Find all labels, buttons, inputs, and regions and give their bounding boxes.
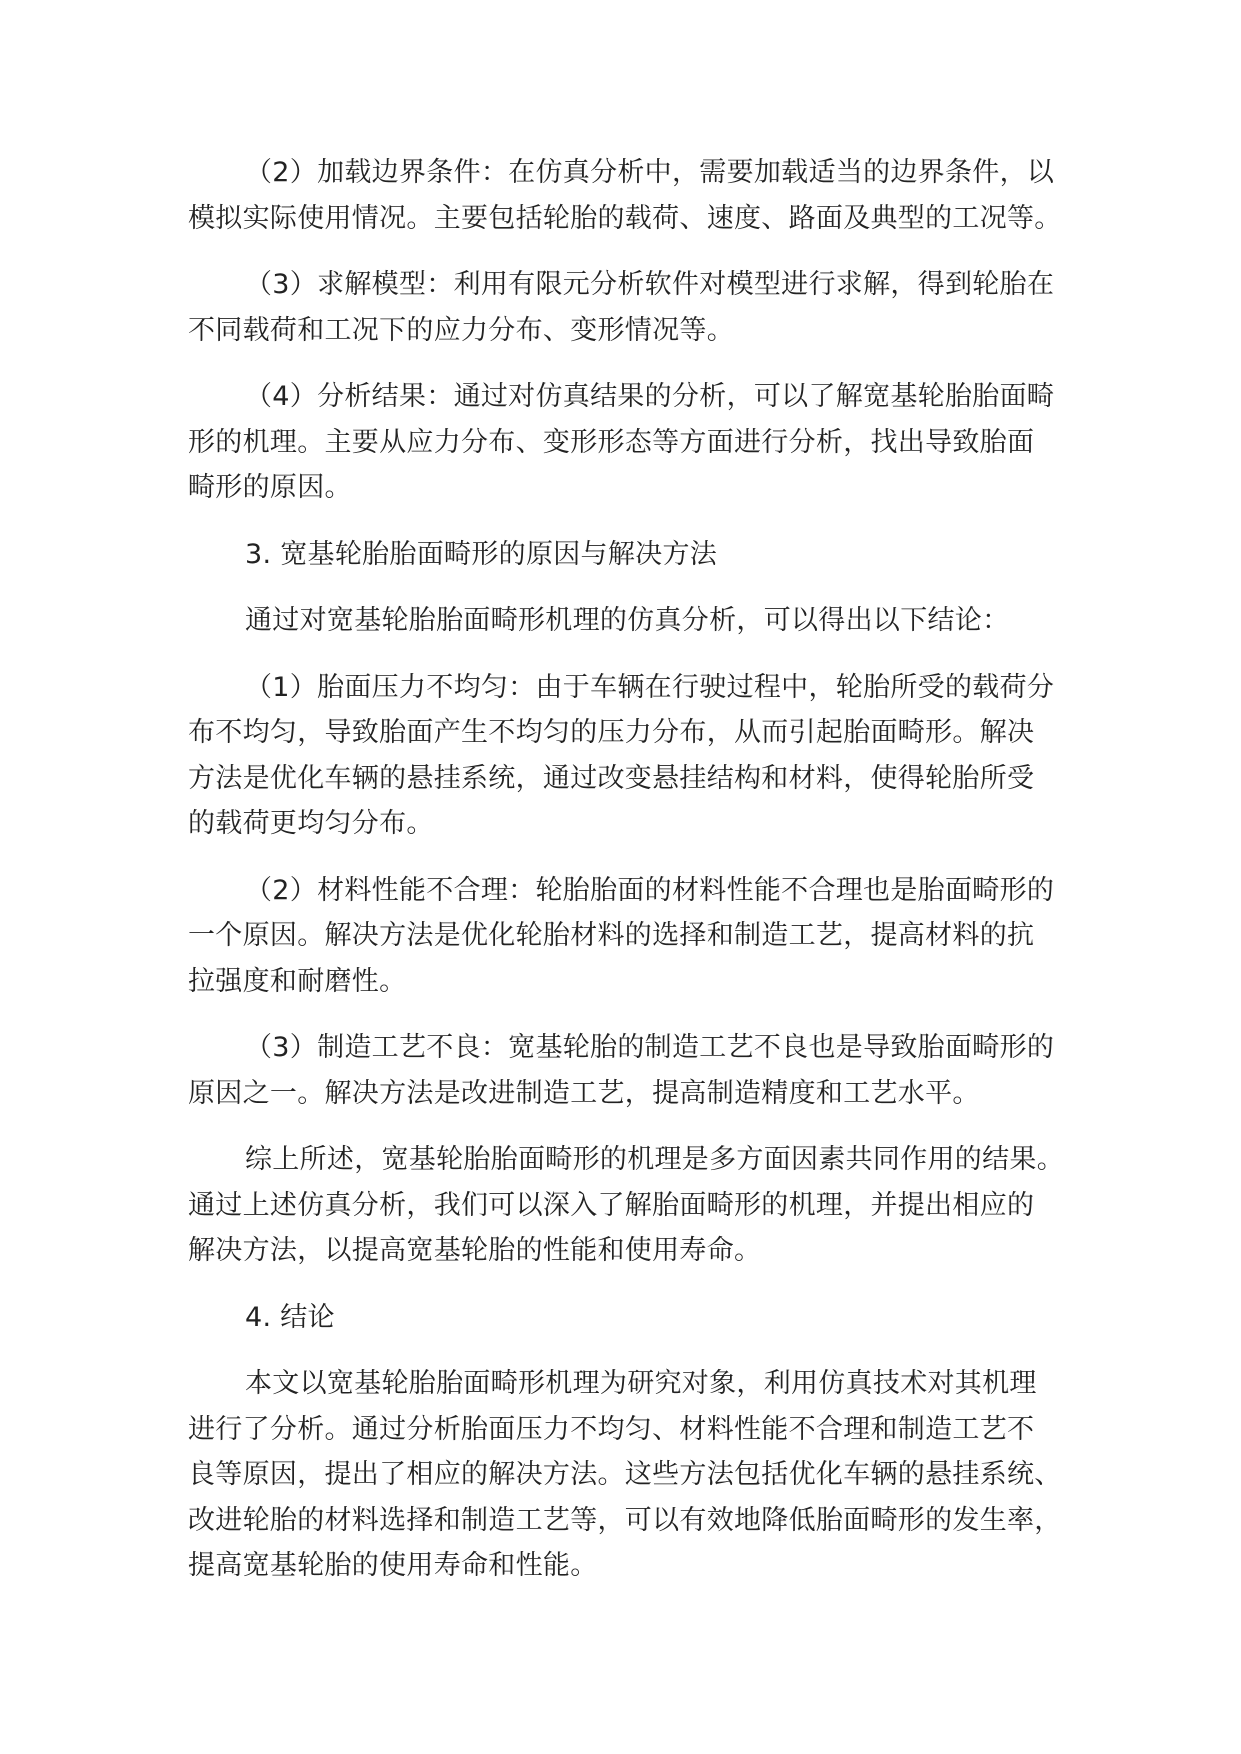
text-line: 良等原因，提出了相应的解决方法。这些方法包括优化车辆的悬挂系统、 [188, 1459, 1062, 1490]
text-line: 提高宽基轮胎的使用寿命和性能。 [188, 1550, 598, 1581]
text-line: 改进轮胎的材料选择和制造工艺等，可以有效地降低胎面畸形的发生率， [188, 1504, 1062, 1536]
text-line: 通过上述仿真分析，我们可以深入了解胎面畸形的机理，并提出相应的 [188, 1189, 1035, 1221]
text-line: 模拟实际使用情况。主要包括轮胎的载荷、速度、路面及典型的工况等。 [188, 202, 1062, 234]
document-body [188, 150, 1068, 1610]
paragraph-conclusions-intro [188, 598, 1068, 644]
paragraph-solve-model [188, 262, 1068, 353]
text-line: （2）材料性能不合理：轮胎胎面的材料性能不合理也是胎面畸形的 [245, 874, 1055, 906]
paragraph-summary [188, 1137, 1068, 1274]
text-line: 综上所述，宽基轮胎胎面畸形的机理是多方面因素共同作用的结果。 [245, 1144, 1064, 1175]
text-line: （3）求解模型：利用有限元分析软件对模型进行求解，得到轮胎在 [245, 269, 1055, 300]
paragraph-manufacturing-process [188, 1025, 1068, 1116]
text-line: 畸形的原因。 [188, 472, 352, 503]
heading-text: 3. 宽基轮胎胎面畸形的原因与解决方法 [245, 538, 718, 570]
text-line: （2）加载边界条件：在仿真分析中，需要加载适当的边界条件，以 [245, 157, 1055, 188]
text-line: （3）制造工艺不良：宽基轮胎的制造工艺不良也是导致胎面畸形的 [245, 1032, 1055, 1063]
paragraph-analyze-results [188, 374, 1068, 511]
paragraph-uneven-pressure [188, 665, 1068, 847]
text-line: 布不均匀，导致胎面产生不均匀的压力分布，从而引起胎面畸形。解决 [188, 717, 1035, 748]
text-line: 解决方法，以提高宽基轮胎的性能和使用寿命。 [188, 1235, 762, 1266]
section-heading-3 [188, 532, 1068, 578]
text-line: （1）胎面压力不均匀：由于车辆在行驶过程中，轮胎所受的载荷分 [245, 671, 1055, 703]
text-line: 方法是优化车辆的悬挂系统，通过改变悬挂结构和材料，使得轮胎所受 [188, 762, 1035, 794]
text-line: 拉强度和耐磨性。 [188, 965, 407, 997]
text-line: 的载荷更均匀分布。 [188, 808, 434, 839]
paragraph-material-performance [188, 868, 1068, 1005]
text-line: （4）分析结果：通过对仿真结果的分析，可以了解宽基轮胎胎面畸 [245, 381, 1055, 412]
paragraph-conclusion [188, 1361, 1068, 1589]
text-line: 进行了分析。通过分析胎面压力不均匀、材料性能不合理和制造工艺不 [188, 1413, 1035, 1445]
text-line: 通过对宽基轮胎胎面畸形机理的仿真分析，可以得出以下结论： [245, 605, 1010, 636]
text-line: 不同载荷和工况下的应力分布、变形情况等。 [188, 314, 734, 346]
text-line: 一个原因。解决方法是优化轮胎材料的选择和制造工艺，提高材料的抗 [188, 920, 1035, 951]
heading-text: 4. 结论 [245, 1301, 335, 1333]
text-line: 本文以宽基轮胎胎面畸形机理为研究对象，利用仿真技术对其机理 [245, 1368, 1037, 1399]
text-line: 形的机理。主要从应力分布、变形形态等方面进行分析，找出导致胎面 [188, 426, 1035, 458]
paragraph-load-boundary-conditions [188, 150, 1068, 241]
text-line: 原因之一。解决方法是改进制造工艺，提高制造精度和工艺水平。 [188, 1077, 980, 1109]
section-heading-4 [188, 1295, 1068, 1341]
